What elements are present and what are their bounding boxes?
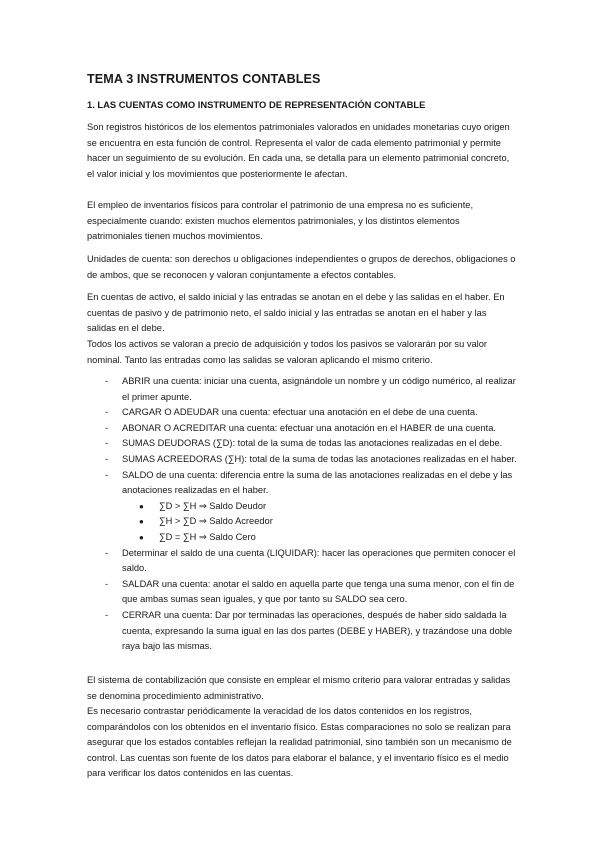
dash-marker: - bbox=[105, 422, 109, 433]
list-item bbox=[105, 374, 517, 405]
list-item-text: CARGAR O ADEUDAR una cuenta: efectuar una anotación en el debe de una cuenta. bbox=[122, 407, 478, 418]
saldo-sublist bbox=[122, 499, 517, 546]
dash-marker: - bbox=[105, 469, 109, 480]
paragraph-inventory: El empleo de inventarios físicos para controlar el patrimonio de una empresa no es suficiente, especialmente cuando: existen muchos elementos patrimoniales, y los distintos elementos patrimoniales tienen muchos movimientos. bbox=[87, 200, 474, 242]
sublist-item-text: ∑D = ∑H ⇒ Saldo Cero bbox=[159, 531, 256, 542]
bullet-icon: ● bbox=[139, 517, 144, 527]
paragraph-definition: Son registros históricos de los elementos patrimoniales valorados en unidades monetarias cuyo origen se encuentra en esta función de control. Representa el valor de cada elemento patrimonial y permite hacer un seguimiento de su evolución. En cada una, se detalla para un elemento patrimonial concreto, el valor inicial y los movimientos que posteriormente le afectan. bbox=[87, 122, 510, 179]
list-item bbox=[105, 436, 517, 452]
list-item-text: ABRIR una cuenta: iniciar una cuenta, asignándole un nombre y un código numérico, al realizar el primer apunte. bbox=[122, 376, 516, 402]
sublist-item-text: ∑D > ∑H ⇒ Saldo Deudor bbox=[159, 500, 267, 511]
dash-marker: - bbox=[105, 453, 109, 464]
section-heading: 1. LAS CUENTAS COMO INSTRUMENTO DE REPRESENTACIÓN CONTABLE bbox=[87, 99, 426, 110]
list-item bbox=[105, 452, 517, 468]
account-operations-list bbox=[105, 374, 517, 655]
list-item bbox=[105, 546, 517, 577]
list-item-text: SALDAR una cuenta: anotar el saldo en aquella parte que tenga una suma menor, con el fin de que ambas sumas sean iguales, y que por tanto su SALDO sea cero. bbox=[122, 578, 515, 605]
dash-marker: - bbox=[105, 407, 109, 418]
dash-marker: - bbox=[105, 438, 109, 449]
dash-marker: - bbox=[105, 609, 109, 620]
dash-marker: - bbox=[105, 376, 109, 386]
list-item bbox=[105, 421, 517, 437]
paragraph-valuation: Todos los activos se valoran a precio de adquisición y todos los pasivos se valorarán por su valor nominal. Tanto las entradas como las salidas se valoran aplicando el mismo criterio. bbox=[87, 339, 487, 365]
paragraph-account-units: Unidades de cuenta: son derechos u obligaciones independientes o grupos de derechos, obligaciones o de ambos, que se reconocen y valoran conjuntamente a efectos contables. bbox=[87, 254, 516, 280]
sublist-item bbox=[139, 499, 517, 515]
list-item bbox=[105, 577, 517, 608]
sublist-item bbox=[139, 530, 517, 546]
list-item bbox=[105, 468, 517, 546]
list-item-text: ABONAR O ACREDITAR una cuenta: efectuar una anotación en el HABER de una cuenta. bbox=[122, 422, 496, 433]
dash-marker: - bbox=[105, 547, 109, 558]
paragraph-procedure: El sistema de contabilización que consiste en emplear el mismo criterio para valorar entradas y salidas se denomina procedimiento administrativo. bbox=[87, 675, 511, 701]
list-item bbox=[105, 405, 517, 421]
paragraph-verification: Es necesario contrastar periódicamente la veracidad de los datos contenidos en los registros, comparándolos con los obtenidos en el inventario físico. Estas comparaciones no solo se realizan para asegurar que los estados contables reflejan la realidad patrimonial, sino también son un mecanismo de control. Las cuentas son fuente de los datos para elaborar el balance, y el inventario físico es el medio para verificar los datos contenidos en las cuentas. bbox=[87, 706, 512, 779]
list-item-text: SUMAS ACREEDORAS (∑H): total de la suma de todas las anotaciones realizadas en el haber. bbox=[122, 453, 517, 464]
paragraph-debit-credit-rules: En cuentas de activo, el saldo inicial y las entradas se anotan en el debe y las salidas en el haber. En cuentas de pasivo y de patrimonio neto, el saldo inicial y las entradas se anotan en el haber y las salidas en el debe. bbox=[87, 292, 505, 334]
bullet-icon: ● bbox=[139, 532, 144, 542]
list-item-text: SUMAS DEUDORAS (∑D): total de la suma de todas las anotaciones realizadas en el debe. bbox=[122, 438, 503, 449]
sublist-item-text: ∑H > ∑D ⇒ Saldo Acreedor bbox=[159, 516, 273, 527]
list-item-text: CERRAR una cuenta: Dar por terminadas las operaciones, después de haber sido saldada la cuenta, expresando la suma igual en las dos partes (DEBE y HABER), y trazándose una doble raya bajo las mismas. bbox=[122, 609, 513, 652]
list-item-text: SALDO de una cuenta: diferencia entre la suma de las anotaciones realizadas en el debe y las anotaciones realizadas en el haber. bbox=[122, 469, 513, 496]
list-item bbox=[105, 608, 517, 655]
document-title: TEMA 3 INSTRUMENTOS CONTABLES bbox=[87, 72, 321, 86]
dash-marker: - bbox=[105, 578, 109, 589]
sublist-item bbox=[139, 514, 517, 530]
list-item-text: Determinar el saldo de una cuenta (LIQUIDAR): hacer las operaciones que permiten conocer el saldo. bbox=[122, 547, 516, 574]
bullet-icon: ● bbox=[139, 501, 144, 511]
